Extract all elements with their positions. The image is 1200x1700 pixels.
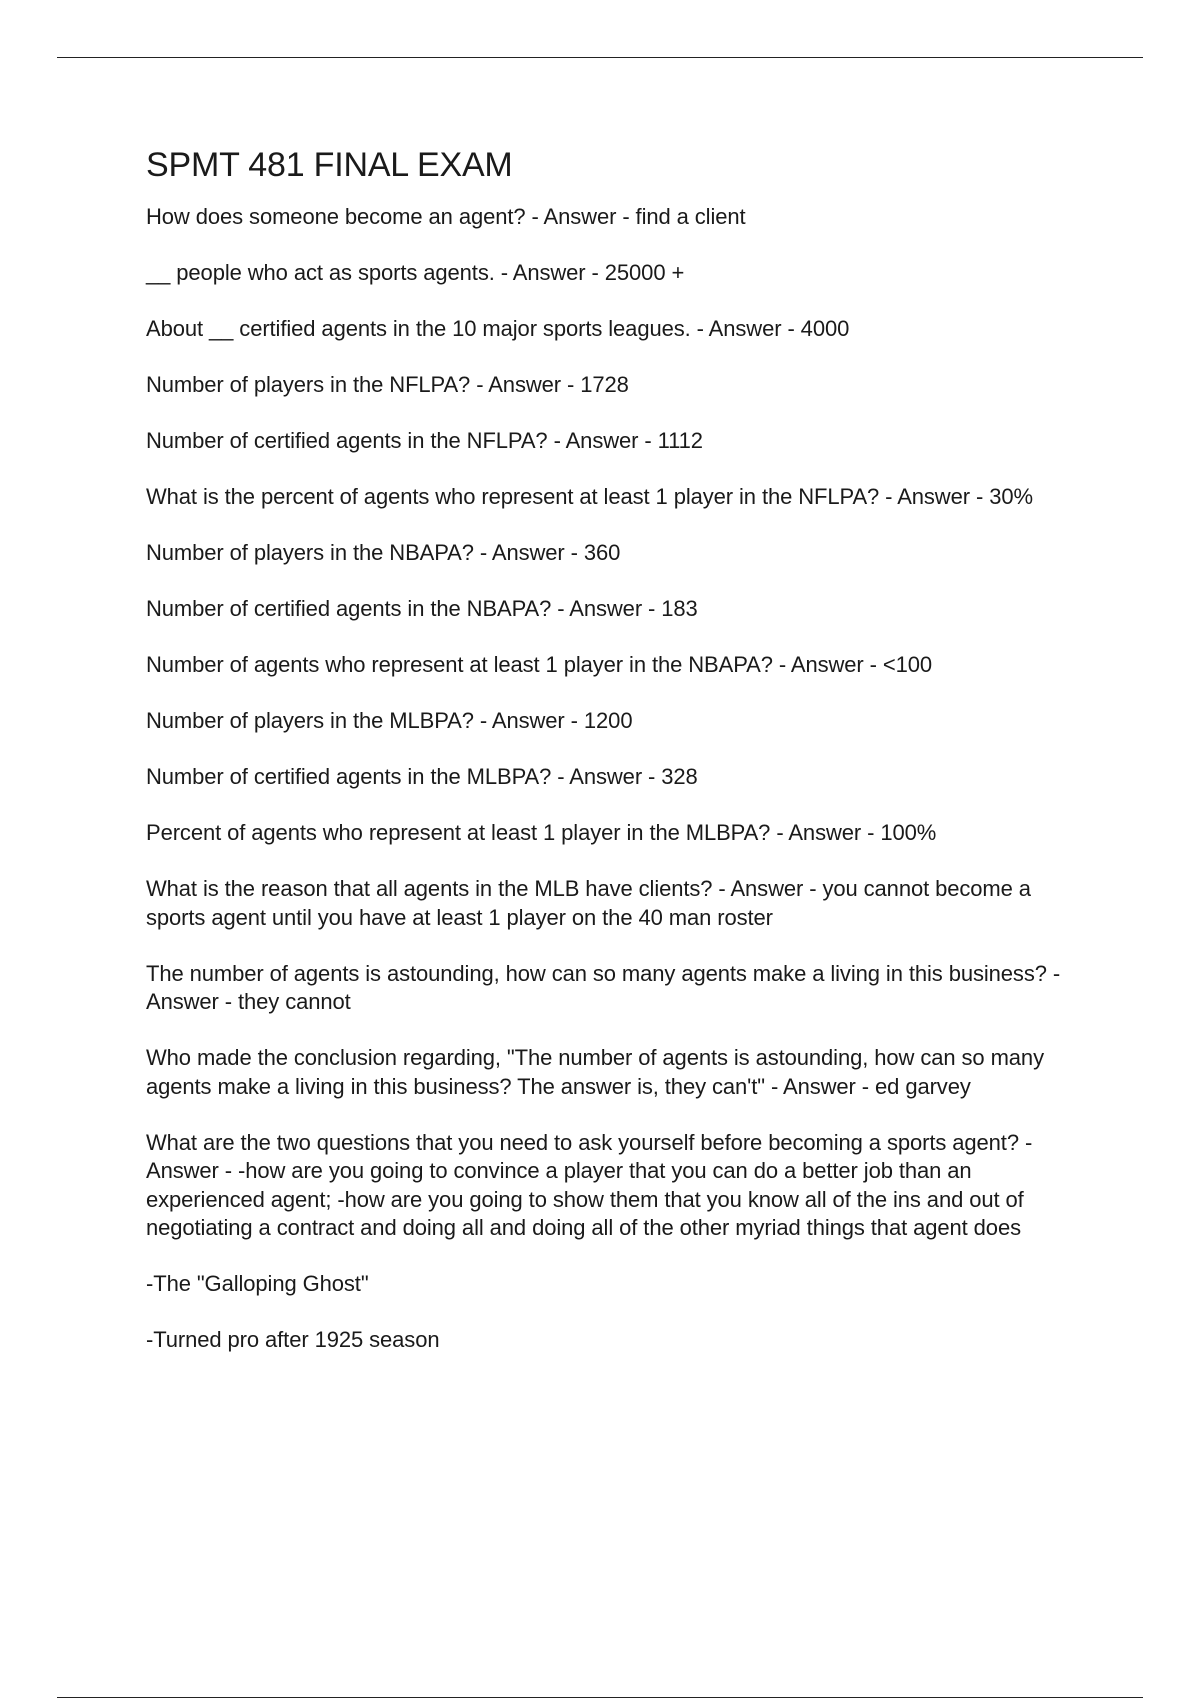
qa-item: How does someone become an agent? - Answer - find a client [146,204,746,229]
qa-item: -Turned pro after 1925 season [146,1327,440,1352]
qa-item: Number of agents who represent at least 1 player in the NBAPA? - Answer - <100 [146,652,933,677]
qa-item: What is the reason that all agents in the MLB have clients? - Answer - you cannot become a sports agent until you have at least 1 player on the 40 man roster [146,876,1031,930]
qa-item: About __ certified agents in the 10 major sports leagues. - Answer - 4000 [146,316,850,341]
document-body [146,144,1086,1382]
qa-item: __ people who act as sports agents. - Answer - 25000 + [146,260,685,285]
bottom-rule [57,1697,1143,1698]
qa-item: -The "Galloping Ghost" [146,1271,369,1296]
qa-item: Number of players in the NFLPA? - Answer - 1728 [146,372,629,397]
qa-item: Number of players in the NBAPA? - Answer - 360 [146,540,621,565]
qa-item: Number of certified agents in the NBAPA? - Answer - 183 [146,596,698,621]
qa-item: Who made the conclusion regarding, "The number of agents is astounding, how can so many agents make a living in this business? The answer is, they can't" - Answer - ed garvey [146,1045,1044,1099]
qa-item: What is the percent of agents who represent at least 1 player in the NFLPA? - Answer - 30% [146,484,1033,509]
qa-item: Number of players in the MLBPA? - Answer - 1200 [146,708,633,733]
qa-item: The number of agents is astounding, how can so many agents make a living in this business? - Answer - they cannot [146,960,1061,1014]
top-rule [57,57,1143,58]
qa-item: Number of certified agents in the MLBPA? - Answer - 328 [146,764,698,789]
qa-item: Number of certified agents in the NFLPA? - Answer - 1112 [146,428,703,453]
qa-item: Percent of agents who represent at least 1 player in the MLBPA? - Answer - 100% [146,820,937,845]
qa-item: What are the two questions that you need to ask yourself before becoming a sports agent? - Answer - -how are you going to convince a player that you can do a better job than an experienced agent; -how are you going to show them that you know all of the ins and out of negotiating a contract and doing all and doing all of the other myriad things that agent does [146,1129,1033,1240]
document-title: SPMT 481 FINAL EXAM [146,146,513,184]
